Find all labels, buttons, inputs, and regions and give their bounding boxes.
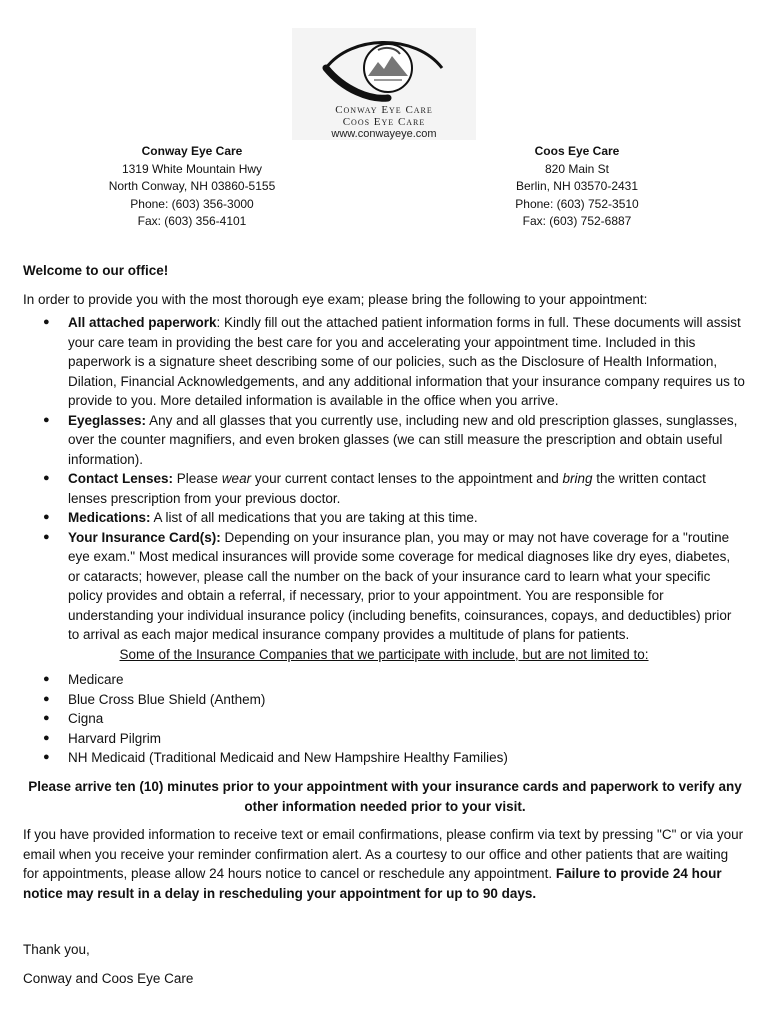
cancellation-warning: Failure to provide 24 hour notice may result in a delay in rescheduling your appointment for up to 90 days. — [23, 866, 722, 901]
logo — [292, 28, 476, 140]
office-city: Berlin, NH 03570-2431 — [515, 179, 639, 193]
office-city: North Conway, NH 03860-5155 — [108, 179, 276, 193]
list-item: ● NH Medicaid (Traditional Medicaid and New Hampshire Healthy Families) — [23, 748, 723, 768]
item-text: Please — [173, 471, 222, 486]
signature: Conway and Coos Eye Care — [23, 971, 194, 986]
office-phone: Phone: (603) 752-3510 — [515, 196, 639, 211]
insurance-companies-heading: Some of the Insurance Companies that we participate with include, but are not limited to: — [119, 646, 649, 662]
welcome-heading: Welcome to our office! — [23, 263, 169, 278]
logo-name-coos: Coos Eye Care — [342, 116, 426, 128]
website-url[interactable]: www.conwayeye.com — [331, 128, 437, 140]
eye-logo-icon — [322, 32, 446, 104]
arrival-notice: Please arrive ten (10) minutes prior to your appointment with your insurance cards and paperwork to verify any other information needed prior to your visit. — [28, 779, 742, 814]
closing-thanks: Thank you, — [23, 942, 90, 957]
list-item-insurance — [23, 528, 745, 665]
office-phone: Phone: (603) 356-3000 — [130, 196, 254, 211]
intro-text: In order to provide you with the most thorough eye exam; please bring the following to your appointment: — [23, 292, 648, 307]
list-item: ● Blue Cross Blue Shield (Anthem) — [23, 690, 723, 710]
list-item-eyeglasses — [23, 411, 745, 470]
item-title: All attached paperwork — [68, 315, 217, 330]
list-item: ● Medicare — [23, 670, 723, 690]
item-text: : Kindly fill out the attached patient information forms in full. These documents will assist your care team in providing the best care for you and accelerating your appointment time. Included in this paperwork is a signature sheet describing some of our policies, such as the Disclosure of Health Information, Dilation, Financial Acknowledgements, and any additional information that your insurance company requires us to provide to you. More detailed information is available in the office when you arrive. — [68, 315, 745, 408]
list-item-paperwork — [23, 313, 745, 411]
item-emphasis: wear — [221, 471, 252, 486]
list-item: ● Cigna — [23, 709, 723, 729]
bring-list — [23, 313, 745, 664]
item-text: the written contact lenses prescription from your previous doctor. — [68, 471, 706, 506]
office-fax: Fax: (603) 356-4101 — [137, 214, 247, 228]
insurer-list — [23, 670, 723, 768]
office-name: Coos Eye Care — [534, 144, 620, 158]
item-title: Eyeglasses: — [68, 412, 147, 428]
item-title: Your Insurance Card(s): — [68, 529, 221, 545]
confirmation-paragraph — [23, 825, 747, 903]
list-item-medications — [23, 508, 745, 528]
item-title: Medications: — [68, 510, 151, 525]
item-text: Any and all glasses that you currently use, including new and old prescription glasses, sunglasses, over the counter magnifiers, and even broken glasses (we can still measure the prescription and obtain useful information). — [68, 412, 738, 467]
office-fax: Fax: (603) 752-6887 — [522, 214, 632, 228]
item-text: A list of all medications that you are taking at this time. — [150, 510, 478, 525]
office-street: 1319 White Mountain Hwy — [121, 161, 263, 176]
item-text: your current contact lenses to the appointment and — [251, 471, 563, 486]
office-conway-address — [72, 143, 312, 231]
item-emphasis: bring — [562, 471, 593, 486]
item-text: Depending on your insurance plan, you may or may not have coverage for a "routine eye exam." Most medical insurances will provide some coverage for medical diagnoses like dry eyes, diabetes, or cataracts; however, please call the number on the back of your insurance card to learn what your specific policy provides and obtain a referral, if necessary, prior to your appointment. You are responsible for understanding your individual insurance policy (including benefits, coinsurances, copays, and deductibles) prior to arrival as each major medical insurance company provides a multitude of plans for patients. — [68, 529, 732, 642]
logo-name-conway: Conway Eye Care — [335, 104, 433, 116]
item-title: Contact Lenses: — [68, 471, 174, 486]
office-street: 820 Main St — [544, 161, 610, 176]
list-item: ● Harvard Pilgrim — [23, 729, 723, 749]
office-name: Conway Eye Care — [141, 144, 243, 158]
list-item-contact-lenses — [23, 469, 745, 508]
confirmation-text: If you have provided information to receive text or email confirmations, please confirm via text by pressing "C" or via your email when you receive your reminder confirmation alert. As a courtesy to our office and other patients that are waiting for appointments, please allow 24 hours notice to cancel or reschedule any appointment. — [23, 827, 744, 881]
office-coos-address — [457, 143, 697, 231]
